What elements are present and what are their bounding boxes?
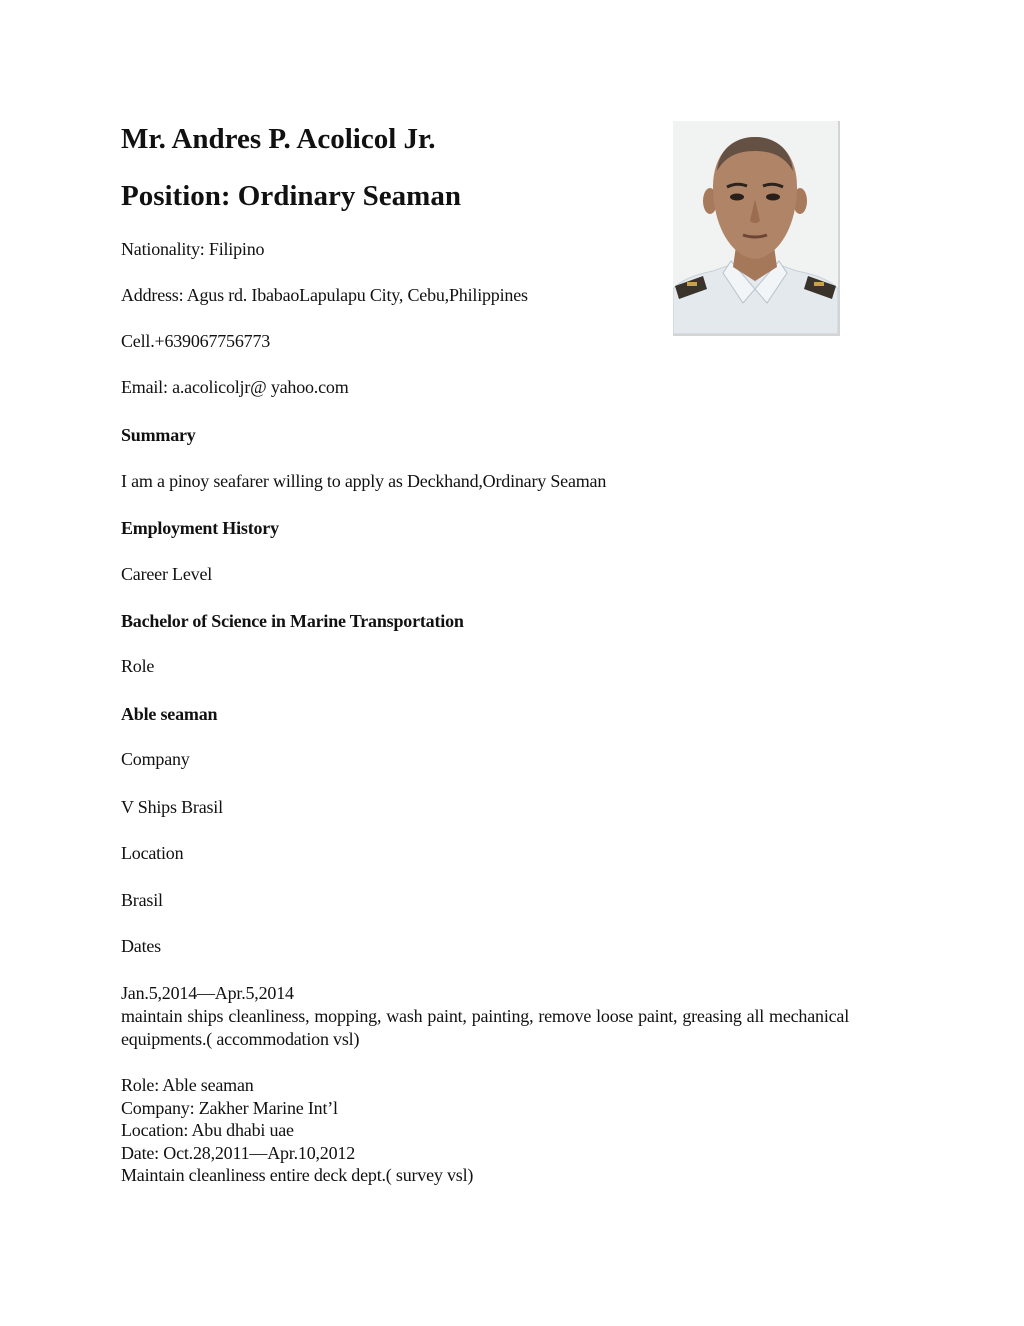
applicant-name: Mr. Andres P. Acolicol Jr. bbox=[121, 123, 436, 155]
location-label: Location bbox=[121, 843, 184, 863]
company-value: V Ships Brasil bbox=[121, 797, 223, 817]
portrait-illustration bbox=[673, 121, 838, 334]
dates-label: Dates bbox=[121, 936, 161, 956]
location-value: Brasil bbox=[121, 890, 163, 910]
position-title: Position: Ordinary Seaman bbox=[121, 180, 461, 212]
second-job-company: Company: Zakher Marine Int’l bbox=[121, 1097, 338, 1118]
second-job-date: Date: Oct.28,2011—Apr.10,2012 bbox=[121, 1142, 356, 1163]
second-job-role: Role: Able seaman bbox=[121, 1075, 254, 1095]
second-job-duties: Maintain cleanliness entire deck dept.( survey vsl) bbox=[121, 1165, 474, 1185]
cell-line: Cell.+639067756773 bbox=[121, 331, 271, 351]
employment-history-heading: Employment History bbox=[121, 518, 279, 538]
role-value: Able seaman bbox=[121, 704, 218, 724]
second-job-block bbox=[121, 1074, 849, 1187]
role-label: Role bbox=[121, 656, 155, 676]
address-line: Address: Agus rd. IbabaoLapulapu City, Cebu,Philippines bbox=[121, 285, 528, 305]
summary-text: I am a pinoy seafarer willing to apply as Deckhand,Ordinary Seaman bbox=[121, 471, 607, 491]
career-level-label: Career Level bbox=[121, 564, 213, 584]
duties-paragraph: maintain ships cleanliness, mopping, wash paint, painting, remove loose paint, greasing all mechanical equipments.( accommodation vsl) bbox=[121, 1006, 849, 1049]
career-level-value: Bachelor of Science in Marine Transportation bbox=[121, 611, 464, 631]
dates-value: Jan.5,2014—Apr.5,2014 bbox=[121, 983, 294, 1003]
profile-photo bbox=[673, 121, 840, 336]
second-job-location: Location: Abu dhabi uae bbox=[121, 1120, 294, 1140]
email-line: Email: a.acolicoljr@ yahoo.com bbox=[121, 377, 349, 397]
nationality-line: Nationality: Filipino bbox=[121, 239, 265, 259]
summary-heading: Summary bbox=[121, 425, 196, 445]
company-label: Company bbox=[121, 749, 190, 769]
